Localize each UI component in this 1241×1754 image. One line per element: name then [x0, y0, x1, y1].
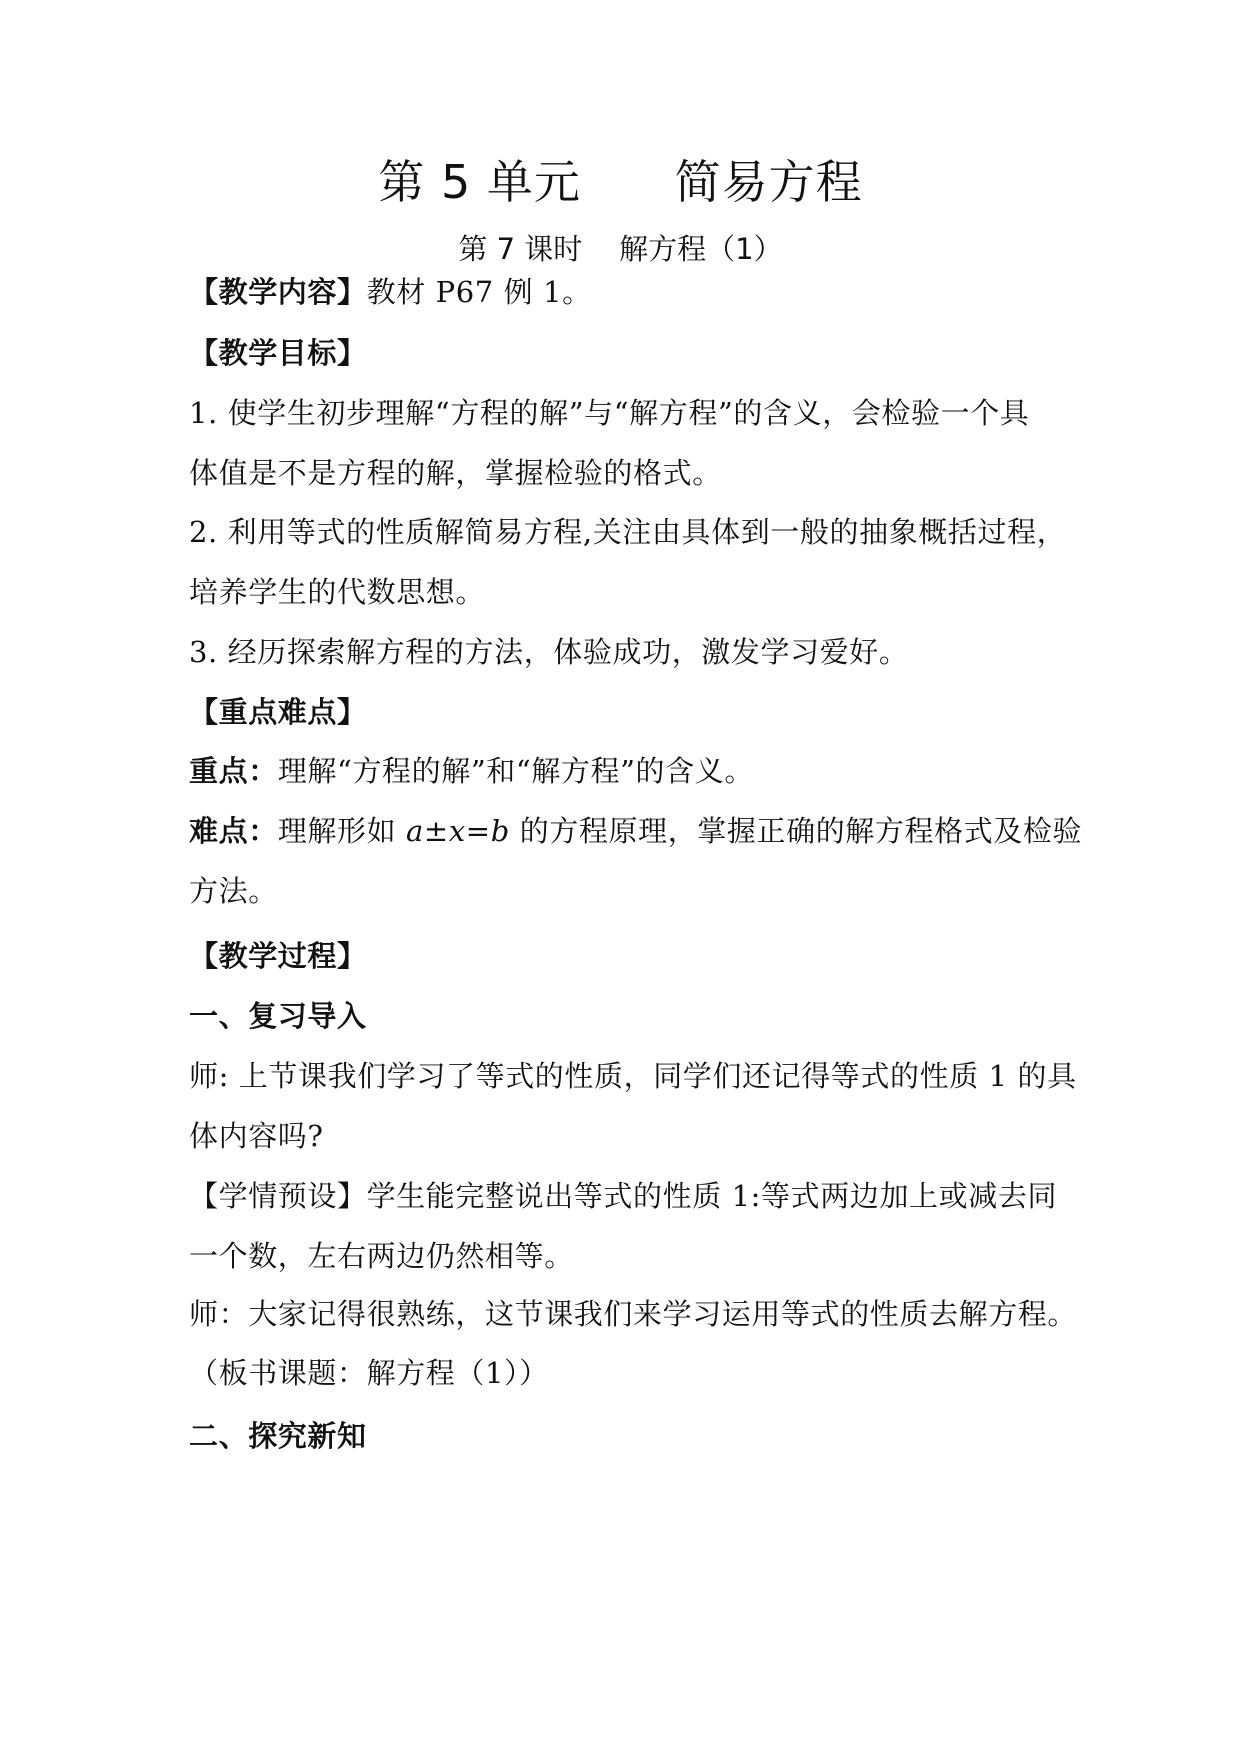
key-point-text: 理解“方程的解”和“解方程”的含义。 [277, 754, 754, 788]
key-point-line [189, 751, 1059, 791]
preset-line-1: 【学情预设】学生能完整说出等式的性质 1:等式两边加上或减去同 [189, 1179, 1058, 1213]
difficulty-text-b: 的方程原理，掌握正确的解方程格式及检验 [509, 814, 1083, 848]
teaching-content-text: 教材 P67 例 1。 [366, 275, 592, 309]
teaching-content-label: 【教学内容】 [189, 275, 367, 309]
board-title-line: （板书课题：解方程（1）） [189, 1356, 549, 1390]
unit-title: 第 5 单元 简易方程 [378, 155, 863, 209]
key-point-label: 重点： [189, 754, 278, 788]
equals-sign: = [465, 814, 491, 848]
difficulty-line-1 [189, 811, 1083, 851]
section-explore-heading: 二、探究新知 [189, 1419, 367, 1453]
key-points-heading: 【重点难点】 [189, 695, 367, 729]
goal-1-line-2: 体值是不是方程的解，掌握检验的格式。 [189, 456, 722, 490]
difficulty-line-2: 方法。 [189, 874, 278, 908]
plus-minus-sign: ± [423, 814, 449, 848]
teacher-question-line-1: 师: 上节课我们学习了等式的性质，同学们还记得等式的性质 1 的具 [189, 1059, 1077, 1093]
lesson-subtitle: 第 7 课时 解方程（1） [458, 232, 783, 266]
teacher-question-line-2: 体内容吗? [189, 1119, 324, 1153]
teacher-intro-line: 师：大家记得很熟练，这节课我们来学习运用等式的性质去解方程。 [189, 1297, 1078, 1331]
teaching-content-line [189, 272, 1059, 312]
goal-3: 3. 经历探索解方程的方法，体验成功，激发学习爱好。 [189, 635, 909, 669]
goal-2-line-1: 2. 利用等式的性质解简易方程,关注由具体到一般的抽象概括过程， [189, 515, 1067, 549]
goal-1-line-1: 1. 使学生初步理解“方程的解”与“解方程”的含义，会检验一个具 [189, 396, 1030, 430]
goal-2-line-2: 培养学生的代数思想。 [189, 575, 486, 609]
teaching-goals-heading: 【教学目标】 [189, 336, 367, 370]
variable-x: x [448, 814, 466, 848]
section-review-heading: 一、复习导入 [189, 999, 367, 1033]
difficulty-text-a: 理解形如 [277, 814, 407, 848]
preset-line-2: 一个数，左右两边仍然相等。 [189, 1239, 574, 1273]
teaching-process-heading: 【教学过程】 [189, 939, 367, 973]
difficulty-label: 难点： [189, 814, 278, 848]
variable-a: a [406, 814, 424, 848]
variable-b: b [490, 814, 510, 848]
